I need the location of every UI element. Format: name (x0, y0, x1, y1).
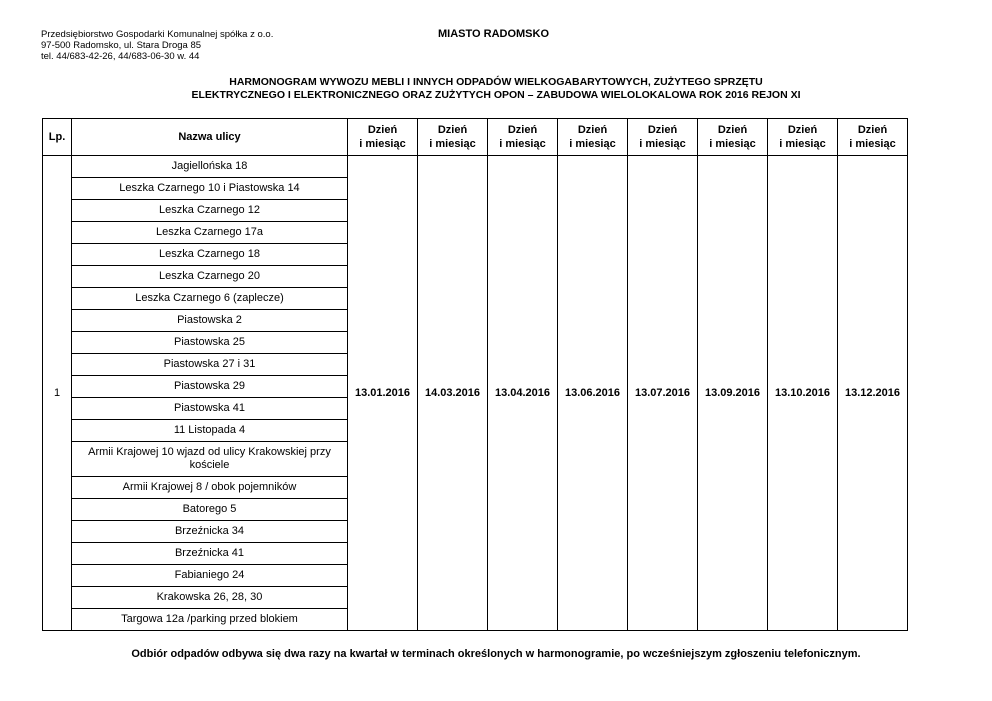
date-cell: 13.07.2016 (628, 156, 698, 631)
street-cell: Brzeźnicka 41 (72, 543, 348, 565)
date-header-line2: i miesiąc (499, 138, 546, 150)
street-cell: Armii Krajowej 10 wjazd od ulicy Krakowskiej przy kościele (72, 442, 348, 477)
date-cell: 13.04.2016 (488, 156, 558, 631)
street-cell: Leszka Czarnego 20 (72, 266, 348, 288)
city-title: MIASTO RADOMSKO (438, 28, 550, 40)
column-header-date (488, 119, 558, 156)
date-header-line2: i miesiąc (429, 138, 476, 150)
date-header-line2: i miesiąc (639, 138, 686, 150)
street-cell: Leszka Czarnego 17a (72, 222, 348, 244)
street-cell: Leszka Czarnego 10 i Piastowska 14 (72, 178, 348, 200)
date-header-line2: i miesiąc (709, 138, 756, 150)
date-header-line1: Dzień (577, 124, 608, 136)
lp-cell: 1 (43, 156, 72, 631)
street-cell: Krakowska 26, 28, 30 (72, 587, 348, 609)
street-cell: Piastowska 41 (72, 398, 348, 420)
document-title (0, 76, 992, 102)
table-row (43, 156, 908, 178)
date-header-line1: Dzień (857, 124, 888, 136)
schedule-table (42, 118, 908, 631)
footer-note: Odbiór odpadów odbywa się dwa razy na kwartał w terminach określonych w harmonogramie, po wcześniejszym zgłoszeniu telefonicznym. (131, 648, 861, 660)
street-cell: Leszka Czarnego 18 (72, 244, 348, 266)
date-cell: 13.10.2016 (768, 156, 838, 631)
street-cell: Jagiellońska 18 (72, 156, 348, 178)
company-name: Przedsiębiorstwo Gospodarki Komunalnej spółka z o.o. (41, 29, 274, 40)
date-header-line1: Dzień (507, 124, 538, 136)
street-cell: Piastowska 27 i 31 (72, 354, 348, 376)
column-header-date (628, 119, 698, 156)
date-cell: 13.09.2016 (698, 156, 768, 631)
date-header-line1: Dzień (647, 124, 678, 136)
date-header-line2: i miesiąc (359, 138, 406, 150)
company-info (41, 29, 273, 62)
street-cell: Brzeźnicka 34 (72, 521, 348, 543)
street-cell: Piastowska 2 (72, 310, 348, 332)
date-header-line1: Dzień (717, 124, 748, 136)
street-cell: Batorego 5 (72, 499, 348, 521)
column-header-date (558, 119, 628, 156)
company-address: 97-500 Radomsko, ul. Stara Droga 85 (41, 40, 202, 51)
column-header-date (768, 119, 838, 156)
date-cell: 14.03.2016 (418, 156, 488, 631)
street-cell: Targowa 12a /parking przed blokiem (72, 609, 348, 631)
date-cell: 13.12.2016 (838, 156, 908, 631)
table-header-row (43, 119, 908, 156)
street-cell: Armii Krajowej 8 / obok pojemników (72, 477, 348, 499)
column-header-street: Nazwa ulicy (72, 119, 348, 156)
date-header-line1: Dzień (367, 124, 398, 136)
document-title-line1: HARMONOGRAM WYWOZU MEBLI I INNYCH ODPADÓW WIELKOGABARYTOWYCH, ZUŻYTEGO SPRZĘTU (229, 76, 763, 88)
column-header-date (348, 119, 418, 156)
date-header-line1: Dzień (787, 124, 818, 136)
date-header-line2: i miesiąc (569, 138, 616, 150)
date-header-line1: Dzień (437, 124, 468, 136)
document-title-line2: ELEKTRYCZNEGO I ELEKTRONICZNEGO ORAZ ZUŻYTYCH OPON – ZABUDOWA WIELOLOKALOWA ROK 2016 REJON XI (191, 89, 801, 101)
column-header-date (418, 119, 488, 156)
date-header-line2: i miesiąc (849, 138, 896, 150)
street-cell: Leszka Czarnego 12 (72, 200, 348, 222)
street-cell: Leszka Czarnego 6 (zaplecze) (72, 288, 348, 310)
street-cell: Fabianiego 24 (72, 565, 348, 587)
column-header-date (838, 119, 908, 156)
column-header-lp: Lp. (43, 119, 72, 156)
date-cell: 13.01.2016 (348, 156, 418, 631)
street-cell: Piastowska 29 (72, 376, 348, 398)
date-header-line2: i miesiąc (779, 138, 826, 150)
street-cell: 11 Listopada 4 (72, 420, 348, 442)
column-header-date (698, 119, 768, 156)
date-cell: 13.06.2016 (558, 156, 628, 631)
company-phone: tel. 44/683-42-26, 44/683-06-30 w. 44 (41, 51, 200, 62)
street-cell: Piastowska 25 (72, 332, 348, 354)
